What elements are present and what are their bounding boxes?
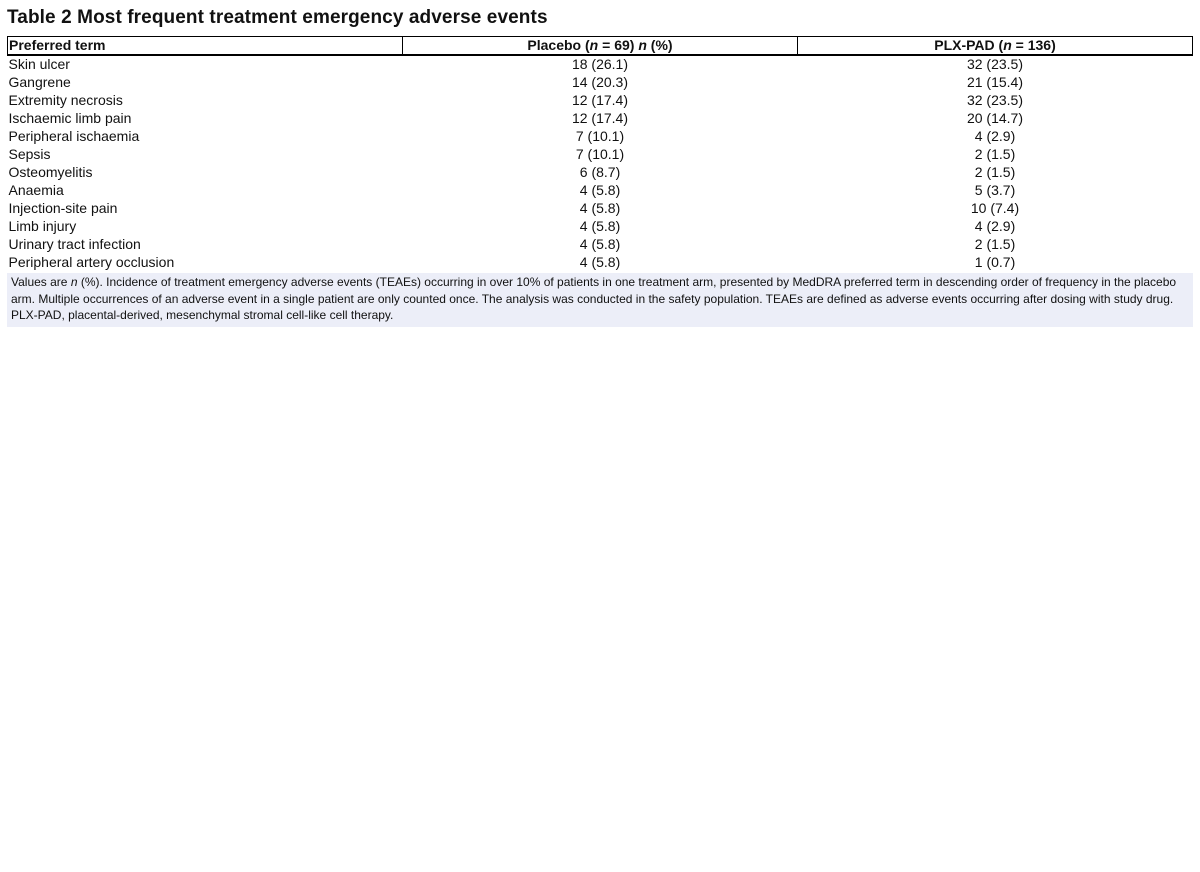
cell-plx: 4 (2.9) [974, 218, 1016, 234]
header-placebo-prefix: Placebo ( [527, 37, 590, 53]
cell-placebo: 14 (20.3) [571, 74, 629, 90]
table-row [8, 200, 1193, 218]
header-placebo-n2: n [638, 37, 647, 53]
header-plx-prefix: PLX-PAD ( [934, 37, 1004, 53]
cell-plx: 20 (14.7) [966, 110, 1024, 126]
cell-placebo: 18 (26.1) [571, 56, 629, 72]
cell-placebo: 7 (10.1) [575, 128, 625, 144]
cell-placebo: 6 (8.7) [579, 164, 621, 180]
cell-plx: 2 (1.5) [974, 146, 1016, 162]
table-row [8, 218, 1193, 236]
cell-plx: 1 (0.7) [974, 254, 1016, 270]
table-title: Table 2 Most frequent treatment emergency adverse events [7, 7, 548, 28]
cell-term: Osteomyelitis [8, 164, 93, 180]
cell-plx: 2 (1.5) [974, 164, 1016, 180]
table-row [8, 236, 1193, 254]
cell-term: Anaemia [8, 182, 64, 198]
cell-plx: 21 (15.4) [966, 74, 1024, 90]
header-plx-pad [798, 37, 1193, 56]
header-placebo-suffix: (%) [646, 37, 673, 53]
table-footnote [7, 273, 1193, 327]
table-row [8, 146, 1193, 164]
table-row [8, 182, 1193, 200]
footnote-n: n [70, 275, 78, 289]
footnote-text: (%). Incidence of treatment emergency adverse events (TEAEs) occurring in over 10% of patients in one treatment arm, presented by MedDRA preferred term in descending order of frequency in the placebo arm. Multiple occurrences of an adverse event in a single patient are only counted once. The analysis was conducted in the safety population. TEAEs are defined as adverse events occurring after dosing with study drug. PLX-PAD, placental-derived, mesenchymal stromal cell-like cell therapy. [11, 275, 1177, 322]
table-row [8, 55, 1193, 74]
cell-plx: 32 (23.5) [966, 92, 1024, 108]
cell-plx: 5 (3.7) [974, 182, 1016, 198]
cell-placebo: 12 (17.4) [571, 92, 629, 108]
header-plx-n: n [1003, 37, 1012, 53]
cell-placebo: 7 (10.1) [575, 146, 625, 162]
cell-term: Limb injury [8, 218, 77, 234]
cell-term: Skin ulcer [8, 56, 70, 72]
cell-plx: 2 (1.5) [974, 236, 1016, 252]
table-row [8, 254, 1193, 272]
adverse-events-table [7, 36, 1193, 272]
table-container [7, 6, 1193, 327]
cell-term: Ischaemic limb pain [8, 110, 132, 126]
table-row [8, 128, 1193, 146]
cell-term: Urinary tract infection [8, 236, 141, 252]
cell-plx: 32 (23.5) [966, 56, 1024, 72]
cell-placebo: 4 (5.8) [579, 182, 621, 198]
cell-term: Injection-site pain [8, 200, 118, 216]
cell-placebo: 4 (5.8) [579, 236, 621, 252]
table-row [8, 74, 1193, 92]
cell-placebo: 4 (5.8) [579, 200, 621, 216]
cell-plx: 10 (7.4) [970, 200, 1020, 216]
table-row [8, 92, 1193, 110]
header-row [8, 37, 1193, 56]
header-placebo-mid: = 69) [598, 37, 639, 53]
cell-term: Peripheral artery occlusion [8, 254, 175, 270]
cell-placebo: 4 (5.8) [579, 254, 621, 270]
table-row [8, 164, 1193, 182]
cell-term: Extremity necrosis [8, 92, 123, 108]
cell-placebo: 12 (17.4) [571, 110, 629, 126]
header-preferred-term: Preferred term [8, 37, 403, 56]
cell-term: Peripheral ischaemia [8, 128, 140, 144]
header-placebo-n: n [589, 37, 599, 53]
cell-placebo: 4 (5.8) [579, 218, 621, 234]
header-placebo [403, 37, 798, 56]
table-row [8, 110, 1193, 128]
footnote-prefix: Values are [11, 275, 71, 289]
cell-term: Sepsis [8, 146, 51, 162]
header-plx-suffix: = 136) [1011, 37, 1056, 53]
cell-term: Gangrene [8, 74, 71, 90]
cell-plx: 4 (2.9) [974, 128, 1016, 144]
